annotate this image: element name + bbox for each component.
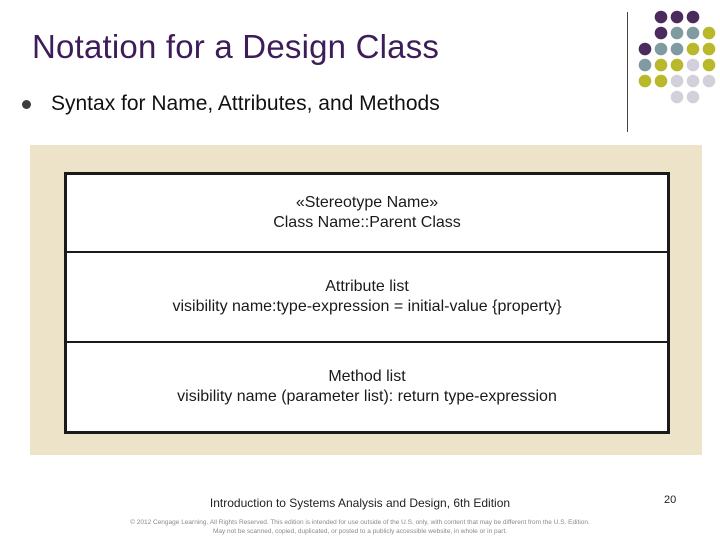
- uml-name-section: [67, 175, 667, 253]
- copyright-line: May not be scanned, copied, duplicated, or posted to a publicly accessible website, in whole or in part.: [212, 528, 508, 535]
- bullet-icon: [22, 100, 31, 109]
- decorative-dot: [639, 75, 652, 88]
- attribute-syntax-label: visibility name:type-expression = initial-value {property}: [172, 298, 562, 315]
- page-number: 20: [664, 494, 677, 506]
- decorative-dot: [703, 27, 716, 40]
- uml-attribute-section: [67, 253, 667, 343]
- decorative-dot: [655, 27, 668, 40]
- bullet-item: [22, 92, 440, 116]
- decorative-dot: [671, 27, 684, 40]
- decorative-dot: [671, 59, 684, 72]
- decorative-dot: [687, 43, 700, 56]
- class-name-label: Class Name::Parent Class: [273, 214, 461, 231]
- footer-book-title: Introduction to Systems Analysis and Design, 6th Edition: [209, 496, 511, 510]
- decorative-dot: [687, 75, 700, 88]
- decorative-dot: [671, 11, 684, 24]
- uml-method-section: [67, 343, 667, 431]
- decorative-dot: [687, 27, 700, 40]
- method-syntax-label: visibility name (parameter list): return type-expression: [177, 388, 557, 405]
- decorative-dot: [655, 59, 668, 72]
- copyright-notice: [0, 518, 720, 536]
- method-list-label: Method list: [328, 368, 406, 385]
- uml-class-box: [64, 172, 670, 434]
- stereotype-label: «Stereotype Name»: [295, 194, 439, 211]
- bullet-text: Syntax for Name, Attributes, and Methods: [51, 92, 440, 115]
- decorative-dot: [671, 91, 684, 104]
- slide-title: Notation for a Design Class: [32, 28, 440, 65]
- attribute-list-label: Attribute list: [325, 278, 409, 295]
- decorative-dot: [671, 75, 684, 88]
- decorative-dot-grid: [0, 0, 720, 140]
- decorative-dot: [671, 43, 684, 56]
- decorative-dot: [687, 11, 700, 24]
- decorative-dot: [655, 11, 668, 24]
- decorative-dot: [639, 59, 652, 72]
- decorative-dot: [639, 43, 652, 56]
- decorative-dot: [687, 91, 700, 104]
- decorative-dot: [655, 43, 668, 56]
- decorative-dot: [655, 75, 668, 88]
- decorative-dot: [703, 43, 716, 56]
- decorative-dot: [703, 59, 716, 72]
- decorative-divider: [627, 12, 628, 132]
- decorative-dot: [703, 75, 716, 88]
- decorative-dot: [687, 59, 700, 72]
- copyright-line: © 2012 Cengage Learning. All Rights Reserved. This edition is intended for use outside of the U.S. only, with content that may be different from the U.S. Edition.: [130, 519, 590, 526]
